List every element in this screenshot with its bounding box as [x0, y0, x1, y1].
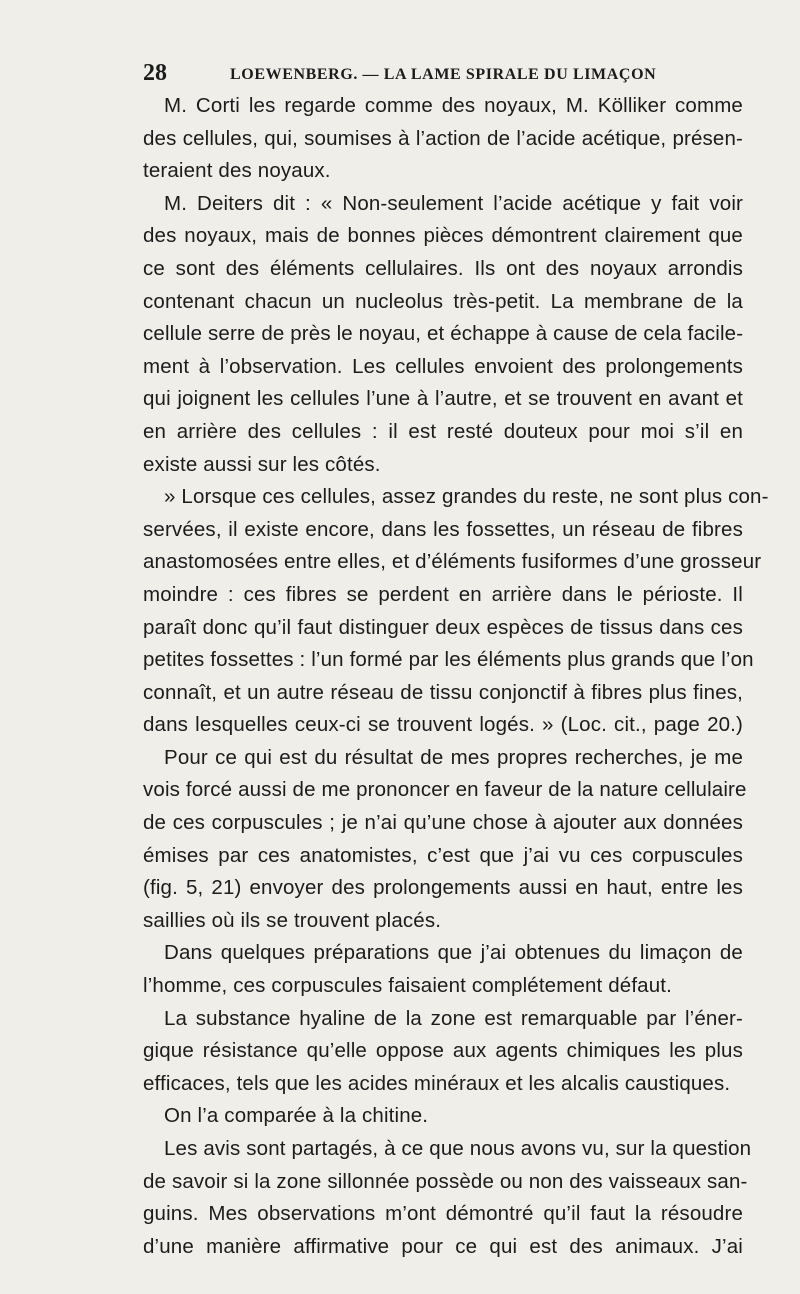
- text-line: gique résistance qu’elle oppose aux agents chimiques les plus: [143, 1039, 743, 1063]
- text-line: qui joignent les cellules l’une à l’autre, et se trouvent en avant et: [143, 387, 743, 411]
- text-line: anastomosées entre elles, et d’éléments fusiformes d’une grosseur: [143, 550, 762, 574]
- running-head: LOEWENBERG. — LA LAME SPIRALE DU LIMAÇON: [230, 66, 657, 83]
- body-text: [143, 90, 769, 1263]
- text-line: Dans quelques préparations que j’ai obtenues du limaçon de: [164, 941, 743, 965]
- text-line: servées, il existe encore, dans les fossettes, un réseau de fibres: [143, 517, 743, 541]
- text-line: » Lorsque ces cellules, assez grandes du reste, ne sont plus con-: [164, 485, 769, 509]
- text-line: des cellules, qui, soumises à l’action de l’acide acétique, présen-: [143, 126, 743, 150]
- text-line: contenant chacun un nucleolus très-petit. La membrane de la: [143, 289, 743, 313]
- text-line: ce sont des éléments cellulaires. Ils ont des noyaux arrondis: [143, 256, 743, 280]
- text-line: vois forcé aussi de me prononcer en faveur de la nature cellulaire: [143, 778, 747, 802]
- page-number: 28: [143, 60, 167, 86]
- text-line: dans lesquelles ceux-ci se trouvent logés. » (Loc. cit., page 20.): [143, 713, 743, 737]
- text-line: La substance hyaline de la zone est remarquable par l’éner-: [164, 1006, 743, 1030]
- page-header: [143, 60, 743, 90]
- text-line: teraient des noyaux.: [143, 159, 331, 183]
- text-line: cellule serre de près le noyau, et échappe à cause de cela facile-: [143, 322, 744, 346]
- text-line: ment à l’observation. Les cellules envoient des prolongements: [143, 354, 743, 378]
- text-line: d’une manière affirmative pour ce qui est des animaux. J’ai: [143, 1234, 743, 1258]
- text-line: petites fossettes : l’un formé par les éléments plus grands que l’on: [143, 648, 754, 672]
- text-line: en arrière des cellules : il est resté douteux pour moi s’il en: [143, 419, 743, 443]
- text-line: des noyaux, mais de bonnes pièces démontrent clairement que: [143, 224, 743, 248]
- text-line: émises par ces anatomistes, c’est que j’ai vu ces corpuscules: [143, 843, 743, 867]
- text-line: guins. Mes observations m’ont démontré qu’il faut la résoudre: [143, 1202, 743, 1226]
- text-line: Pour ce qui est du résultat de mes propres recherches, je me: [164, 745, 743, 769]
- text-line: connaît, et un autre réseau de tissu conjonctif à fibres plus fines,: [143, 680, 743, 704]
- text-line: On l’a comparée à la chitine.: [164, 1104, 429, 1128]
- text-line: de savoir si la zone sillonnée possède ou non des vaisseaux san-: [143, 1169, 748, 1193]
- text-line: Les avis sont partagés, à ce que nous avons vu, sur la question: [164, 1137, 752, 1160]
- text-line: moindre : ces fibres se perdent en arrière dans le périoste. Il: [143, 582, 743, 606]
- text-line: M. Deiters dit : « Non-seulement l’acide acétique y fait voir: [164, 191, 743, 215]
- text-line: saillies où ils se trouvent placés.: [143, 908, 442, 932]
- text-line: l’homme, ces corpuscules faisaient complétement défaut.: [143, 974, 672, 998]
- text-line: efficaces, tels que les acides minéraux et les alcalis caustiques.: [143, 1071, 731, 1095]
- text-line: M. Corti les regarde comme des noyaux, M. Kölliker comme: [164, 94, 743, 117]
- text-line: (fig. 5, 21) envoyer des prolongements aussi en haut, entre les: [143, 876, 743, 900]
- text-line: existe aussi sur les côtés.: [143, 452, 381, 476]
- text-line: de ces corpuscules ; je n’ai qu’une chose à ajouter aux données: [143, 811, 743, 835]
- text-line: paraît donc qu’il faut distinguer deux espèces de tissus dans ces: [143, 615, 743, 639]
